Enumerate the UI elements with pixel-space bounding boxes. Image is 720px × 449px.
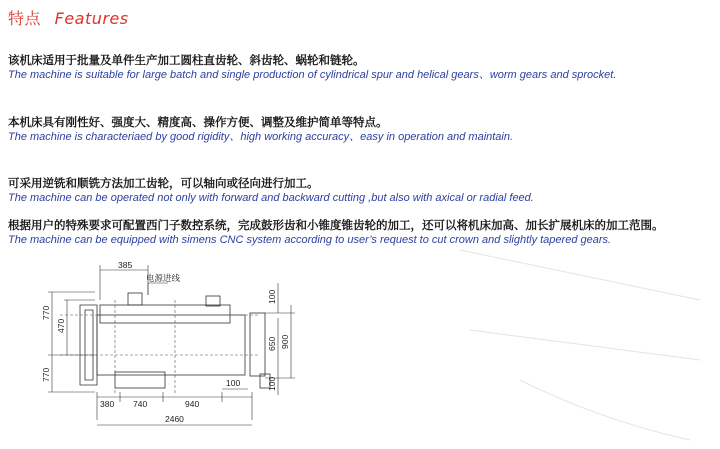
power-inlet-leader bbox=[148, 283, 168, 295]
feature-1-en: The machine is suitable for large batch and single production of cylindrical spur and helical gears、worm gears and sprocket. bbox=[8, 69, 617, 81]
feature-4-en: The machine can be equipped with simens CNC system according to user’s request to cut crown and slightly tapered gears. bbox=[8, 234, 612, 246]
left-housing bbox=[80, 305, 97, 385]
feature-3-en: The machine can be operated not only with forward and backward cutting ,but also with axical or radial feed. bbox=[8, 192, 534, 204]
feature-3-zh: 可采用逆铣和顺铣方法加工齿轮，可以轴向或径向进行加工。 bbox=[8, 176, 319, 190]
dim-940: 940 bbox=[185, 399, 200, 409]
heading-en: Features bbox=[54, 9, 129, 28]
machine-column bbox=[100, 305, 230, 323]
background-lines bbox=[460, 250, 700, 440]
top-block-left bbox=[128, 293, 142, 305]
dim-100-bottom: 100 bbox=[267, 376, 277, 391]
feature-1-zh: 该机床适用于批量及单件生产加工圆柱直齿轮、斜齿轮、蜗轮和链轮。 bbox=[8, 53, 365, 67]
work-table bbox=[115, 372, 165, 388]
machine-bed bbox=[97, 315, 245, 375]
dim-770-bottom: 770 bbox=[41, 367, 51, 382]
dim-380: 380 bbox=[100, 399, 115, 409]
feature-4-zh: 根据用户的特殊要求可配置西门子数控系统，完成鼓形齿和小锥度锥齿轮的加工，还可以将机床加高、加长扩展机床的加工范围。 bbox=[8, 218, 664, 232]
dim-100-top: 100 bbox=[267, 289, 277, 304]
dim-100-inner: 100 bbox=[226, 378, 241, 388]
feature-2-en: The machine is characteriaed by good rigidity、high working accuracy、easy in operation and maintain. bbox=[8, 131, 514, 143]
dim-770-top: 770 bbox=[41, 305, 51, 320]
dim-900: 900 bbox=[280, 334, 290, 349]
dim-740: 740 bbox=[133, 399, 148, 409]
right-cabinet bbox=[250, 313, 265, 376]
dim-385: 385 bbox=[118, 260, 133, 270]
power-inlet-label: 电源进线 bbox=[146, 274, 181, 284]
dim-470: 470 bbox=[56, 318, 66, 333]
dim-2460: 2460 bbox=[165, 414, 184, 424]
top-block-right bbox=[206, 296, 220, 306]
dim-650: 650 bbox=[267, 336, 277, 351]
feature-2-zh: 本机床具有刚性好、强度大、精度高、操作方便、调整及维护简单等特点。 bbox=[8, 115, 388, 129]
left-housing-inner bbox=[85, 310, 93, 380]
heading-zh: 特点 bbox=[8, 9, 42, 28]
